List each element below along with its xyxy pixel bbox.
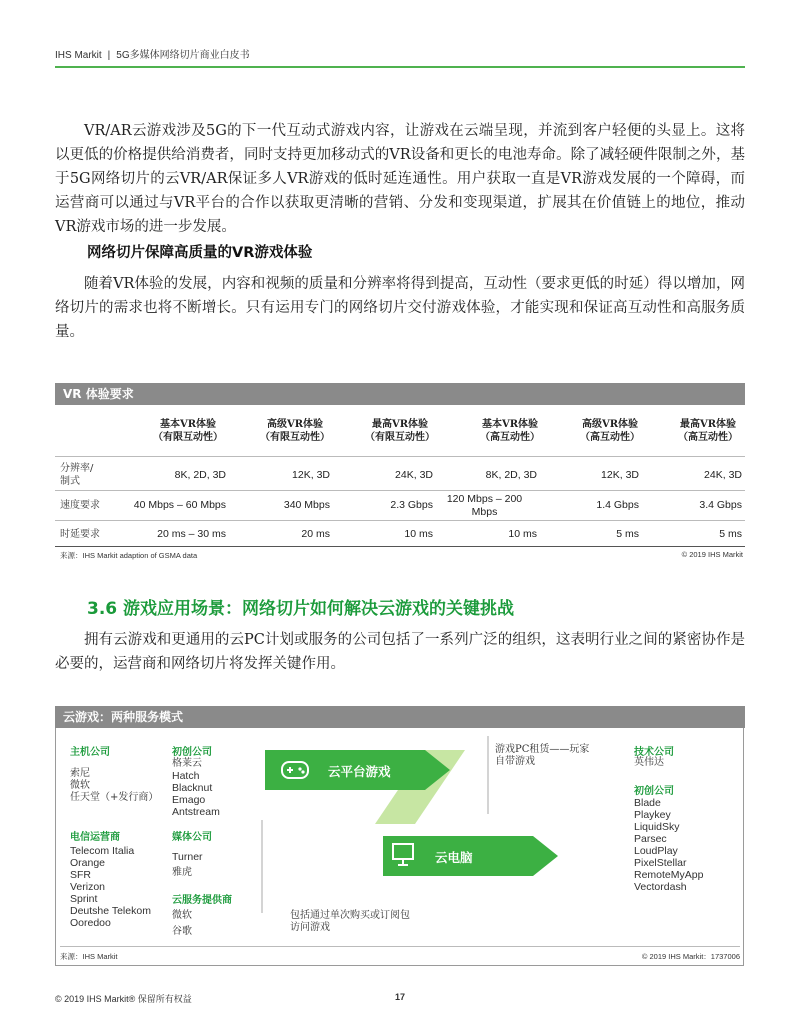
table-cell: 20 ms <box>301 528 330 540</box>
header-doc-title: 5G多媒体网络切片商业白皮书 <box>116 50 250 61</box>
table-cell: 10 ms <box>508 528 537 540</box>
paragraph-vr-experience: 随着VR体验的发展，内容和视频的质量和分辨率将得到提高，互动性（要求更低的时延）得以增加，网络切片的需求也将不断增长。只有运用专门的网络切片交付游戏体验，才能实现和保证高互动性和高服务质量。 <box>55 276 745 340</box>
cloud-provider-heading: 云服务提供商 <box>172 895 232 906</box>
table-col-header: 高级VR体验 （有限互动性） <box>260 419 330 443</box>
subheading-slicing-vr: 网络切片保障高质量的VR游戏体验 <box>87 245 313 261</box>
table-bottom-rule <box>55 546 745 547</box>
media-list: Turner 雅虎 <box>172 851 203 878</box>
note-subscription: 包括通过单次购买或订阅包 访问游戏 <box>290 910 410 933</box>
table-col-header: 高级VR体验 （高互动性） <box>580 419 640 443</box>
table-cell: 10 ms <box>404 528 433 540</box>
table-row-label: 速度要求 <box>60 500 100 511</box>
note-pc-rental: 游戏PC租赁——玩家 自带游戏 <box>495 744 590 767</box>
table-row-label: 时延要求 <box>60 529 100 540</box>
table-col-header: 基本VR体验 （高互动性） <box>480 419 540 443</box>
table-cell: 12K, 3D <box>601 469 639 481</box>
section-heading: 3.6 游戏应用场景：网络切片如何解决云游戏的关键挑战 <box>87 599 515 619</box>
table-col-header: 最高VR体验 （有限互动性） <box>365 419 435 443</box>
table-title: VR 体验要求 <box>55 383 745 405</box>
table-row-label: 分辨率/ 制式 <box>60 463 94 487</box>
table-divider <box>55 456 745 457</box>
table-divider <box>55 490 745 491</box>
startup-heading: 初创公司 <box>172 747 212 758</box>
header-brand: IHS Markit <box>55 50 102 61</box>
table-cell: 1.4 Gbps <box>596 499 639 511</box>
paragraph-vr-ar: VR/AR云游戏涉及5G的下一代互动式游戏内容，让游戏在云端呈现，并流到客户轻便的头显上。这将以更低的价格提供给消费者，同时支持更加移动式的VR设备和更长的电池寿命。除了减轻硬件限制之外，基于5G网络切片的云VR/AR保证多人VR游戏的低时延连通性。用户获取一直是VR游戏发展的一个障碍，而运营商可以通过与VR平台的合作以获取更清晰的营销、分发和变现渠道，扩展其在价值链上的地位，推动VR游戏市场的进一步发展。 <box>55 123 745 235</box>
tech-heading: 技术公司 <box>634 747 674 758</box>
paragraph-cloud-gaming: 拥有云游戏和更通用的云PC计划或服务的公司包括了一系列广泛的组织，这表明行业之间的紧密协作是必要的，运营商和网络切片将发挥关键作用。 <box>55 632 745 672</box>
header-rule <box>55 66 745 68</box>
table-cell: 20 ms – 30 ms <box>157 528 226 540</box>
table-cell: 40 Mbps – 60 Mbps <box>133 499 226 511</box>
table-cell: 8K, 2D, 3D <box>485 469 537 481</box>
table-cell: 340 Mbps <box>283 499 330 511</box>
diagram-title: 云游戏：两种服务模式 <box>55 706 745 728</box>
telco-heading: 电信运营商 <box>70 832 120 843</box>
tech-list: 英伟达 <box>634 757 664 768</box>
table-cell: 3.4 Gbps <box>699 499 742 511</box>
startup2-list: Blade Playkey LiquidSky Parsec LoudPlay PixelStellar RemoteMyApp Vectordash <box>634 797 704 893</box>
table-cell: 8K, 2D, 3D <box>174 469 226 481</box>
table-copyright: © 2019 IHS Markit <box>681 550 743 559</box>
telco-list: Telecom Italia Orange SFR Verizon Sprint Deutshe Telekom Ooredoo <box>70 845 151 929</box>
startup2-heading: 初创公司 <box>634 786 674 797</box>
media-heading: 媒体公司 <box>172 832 212 843</box>
table-col-header: 最高VR体验 （高互动性） <box>678 419 738 443</box>
cloud-provider-list: 微软 谷歌 <box>172 910 192 937</box>
table-cell: 120 Mbps – 200 Mbps <box>446 493 523 518</box>
host-list: 索尼 微软 任天堂（+发行商） <box>70 768 159 803</box>
page-number: 17 <box>395 992 406 1002</box>
table-cell: 12K, 3D <box>292 469 330 481</box>
running-header <box>55 46 250 61</box>
diagram-divider <box>60 946 740 947</box>
header-separator: | <box>107 50 111 61</box>
diagram-copyright: © 2019 IHS Markit：1737006 <box>641 952 740 961</box>
cloud-pc-label: 云电脑 <box>435 850 473 865</box>
table-cell: 24K, 3D <box>704 469 742 481</box>
host-heading: 主机公司 <box>70 747 110 758</box>
table-source: 来源：IHS Markit adaption of GSMA data <box>60 551 198 560</box>
table-divider <box>55 520 745 521</box>
table-cell: 5 ms <box>719 528 742 540</box>
cloud-platform-label: 云平台游戏 <box>328 764 391 779</box>
table-col-header: 基本VR体验 （有限互动性） <box>153 419 223 443</box>
startup-list: 格莱云 Hatch Blacknut Emago Antstream <box>172 758 220 818</box>
page-copyright: © 2019 IHS Markit® 保留所有权益 <box>55 994 192 1004</box>
table-cell: 2.3 Gbps <box>390 499 433 511</box>
table-cell: 5 ms <box>616 528 639 540</box>
table-cell: 24K, 3D <box>395 469 433 481</box>
diagram-source: 来源：IHS Markit <box>60 952 118 961</box>
